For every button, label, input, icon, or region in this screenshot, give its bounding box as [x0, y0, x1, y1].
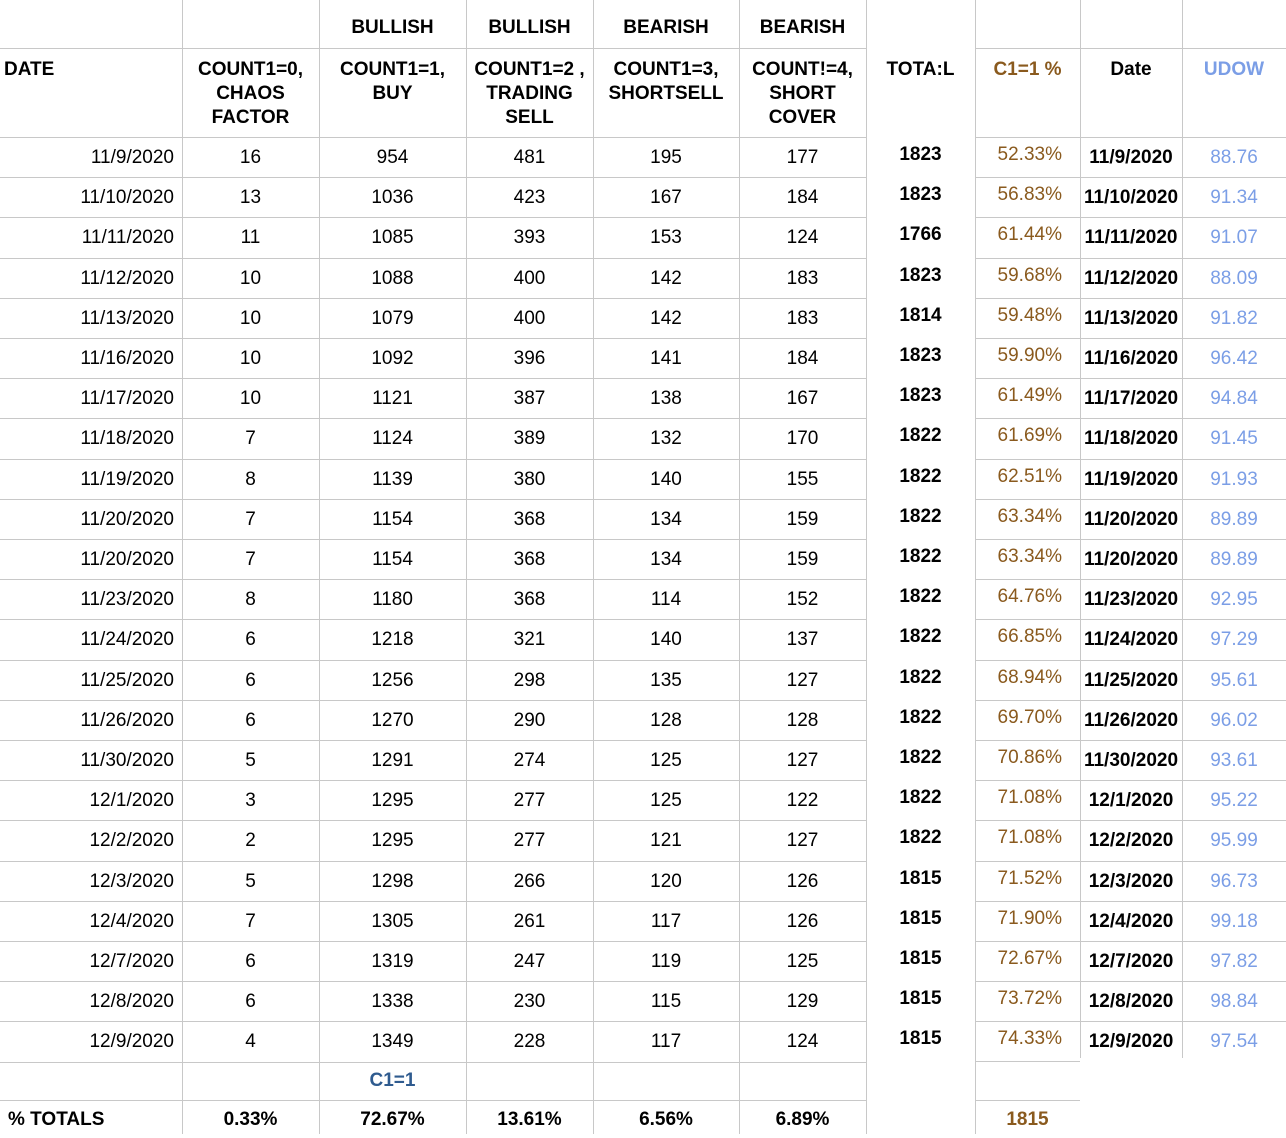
header-count1: COUNT1=1, BUY [339, 59, 446, 104]
cell-count0: 6 [245, 709, 256, 731]
cell-total: 1822 [899, 505, 942, 527]
cell-count1: 1305 [371, 910, 414, 932]
cell-c1-percent: 71.08% [997, 787, 1062, 809]
cell-date-2: 11/17/2020 [1083, 388, 1179, 410]
grid-hline [0, 1100, 866, 1101]
cell-count3: 119 [650, 951, 682, 972]
cell-count2: 481 [513, 147, 546, 168]
cell-date-2: 11/30/2020 [1083, 750, 1179, 771]
cell-udow: 93.61 [1210, 750, 1258, 771]
cell-count4: 127 [786, 830, 819, 852]
cell-udow: 88.76 [1210, 147, 1258, 168]
cell-date: 11/13/2020 [80, 307, 174, 329]
cell-date: 11/12/2020 [80, 267, 174, 289]
totals-count0: 0.33% [223, 1109, 278, 1130]
cell-count0: 6 [245, 629, 256, 651]
cell-count2: 261 [513, 910, 546, 932]
cell-udow: 91.93 [1210, 468, 1258, 490]
cell-date: 11/30/2020 [80, 750, 174, 771]
cell-total: 1815 [899, 907, 942, 929]
cell-count3: 115 [650, 991, 682, 1013]
cell-total: 1823 [899, 184, 942, 206]
header-count4: COUNT!=4, SHORT COVER [752, 59, 853, 128]
cell-count3: 114 [650, 589, 682, 611]
cell-count2: 393 [513, 227, 546, 249]
cell-count2: 247 [513, 951, 546, 972]
cell-c1-percent: 71.08% [997, 827, 1062, 849]
cell-count0: 6 [245, 669, 256, 691]
cell-count4: 124 [786, 227, 819, 249]
cell-date-2: 12/1/2020 [1088, 790, 1174, 812]
cell-c1-percent: 68.94% [997, 666, 1062, 688]
cell-total: 1822 [899, 465, 942, 487]
cell-count2: 230 [513, 991, 546, 1013]
cell-udow: 92.95 [1210, 589, 1258, 611]
cell-count1: 1349 [371, 1031, 414, 1053]
cell-count1: 1338 [371, 991, 414, 1013]
totals-total: 1815 [1006, 1109, 1049, 1130]
cell-total: 1815 [899, 988, 942, 1010]
cell-c1-percent: 61.49% [997, 385, 1062, 407]
cell-count0: 8 [245, 468, 256, 490]
cell-count4: 155 [786, 468, 819, 490]
cell-udow: 91.45 [1210, 428, 1258, 450]
grid-hline [0, 48, 866, 49]
cell-total: 1815 [899, 948, 942, 969]
cell-count1: 1139 [372, 468, 413, 490]
cell-count4: 127 [786, 750, 819, 771]
cell-count4: 183 [786, 267, 819, 289]
cell-count4: 183 [786, 307, 819, 329]
cell-c1-percent: 69.70% [997, 706, 1062, 728]
cell-date: 12/1/2020 [89, 790, 174, 812]
cell-total: 1822 [899, 747, 942, 768]
cell-count1: 1124 [372, 428, 413, 450]
cell-total: 1822 [899, 787, 942, 809]
cell-date-2: 11/11/2020 [1084, 227, 1178, 249]
cell-count4: 122 [786, 790, 819, 812]
cell-total: 1823 [899, 385, 942, 407]
cell-count3: 142 [650, 307, 682, 329]
cell-count0: 5 [245, 870, 256, 892]
cell-count0: 16 [239, 147, 262, 168]
cell-date: 12/2/2020 [89, 830, 174, 852]
cell-count2: 277 [513, 790, 546, 812]
cell-count1: 1121 [372, 388, 413, 410]
cell-count4: 127 [786, 669, 819, 691]
cell-count0: 10 [239, 388, 262, 410]
cell-date: 11/16/2020 [80, 348, 174, 369]
cell-udow: 95.61 [1210, 669, 1258, 691]
cell-date: 12/3/2020 [89, 870, 174, 892]
cell-count3: 140 [650, 468, 682, 490]
cell-count3: 153 [650, 227, 682, 249]
cell-date: 11/18/2020 [80, 428, 174, 450]
cell-count0: 11 [240, 227, 261, 249]
cell-date-2: 11/12/2020 [1083, 267, 1179, 289]
cell-count3: 125 [650, 790, 682, 812]
cell-date: 11/24/2020 [80, 629, 174, 651]
cell-count3: 142 [650, 267, 682, 289]
cell-c1-percent: 72.67% [997, 948, 1062, 969]
cell-count3: 195 [650, 147, 682, 168]
cell-count0: 2 [245, 830, 256, 852]
cell-count4: 184 [786, 348, 819, 369]
cell-count1: 1319 [371, 951, 414, 972]
cell-count0: 6 [245, 951, 256, 972]
cell-count2: 368 [513, 589, 546, 611]
cell-count1: 1295 [371, 790, 414, 812]
cell-c1-percent: 59.90% [997, 345, 1062, 366]
cell-count2: 387 [513, 388, 546, 410]
cell-udow: 95.99 [1210, 830, 1258, 852]
cell-c1-percent: 52.33% [997, 144, 1062, 165]
cell-count1: 1291 [371, 750, 414, 771]
cell-count0: 13 [239, 187, 262, 209]
cell-count4: 159 [786, 508, 819, 530]
cell-count2: 423 [513, 187, 546, 209]
header-date: DATE [4, 59, 55, 80]
cell-date-2: 12/3/2020 [1088, 870, 1174, 892]
cell-count1: 954 [376, 147, 409, 168]
cell-total: 1814 [899, 304, 942, 326]
cell-udow: 95.22 [1210, 790, 1258, 812]
cell-c1-percent: 66.85% [997, 626, 1062, 648]
totals-count1: 72.67% [360, 1109, 425, 1130]
cell-count2: 400 [513, 267, 546, 289]
cell-count1: 1295 [371, 830, 414, 852]
cell-count3: 134 [650, 549, 682, 570]
cell-date: 11/9/2020 [90, 147, 174, 168]
cell-count0: 10 [239, 348, 262, 369]
group-header-bearish: BEARISH [759, 17, 846, 38]
cell-count1: 1036 [371, 187, 414, 209]
cell-count4: 125 [786, 951, 819, 972]
cell-udow: 96.42 [1210, 348, 1258, 369]
cell-c1-percent: 71.52% [997, 867, 1062, 889]
cell-count3: 135 [650, 669, 682, 691]
cell-count2: 368 [513, 549, 546, 570]
cell-count2: 274 [513, 750, 546, 771]
group-header-bearish: BEARISH [623, 17, 709, 38]
cell-udow: 91.82 [1210, 307, 1258, 329]
cell-c1-percent: 71.90% [997, 907, 1062, 929]
cell-count1: 1085 [371, 227, 414, 249]
cell-date-2: 11/25/2020 [1083, 669, 1179, 691]
cell-total: 1823 [899, 345, 942, 366]
cell-date: 11/25/2020 [80, 669, 174, 691]
cell-total: 1822 [899, 827, 942, 849]
cell-udow: 89.89 [1210, 508, 1258, 530]
cell-date-2: 11/10/2020 [1083, 187, 1179, 209]
cell-udow: 98.84 [1210, 991, 1258, 1013]
cell-count2: 298 [513, 669, 546, 691]
cell-count0: 10 [239, 307, 262, 329]
cell-date-2: 11/26/2020 [1083, 709, 1179, 731]
cell-count1: 1079 [371, 307, 414, 329]
cell-date: 11/20/2020 [80, 508, 174, 530]
cell-count1: 1218 [371, 629, 414, 651]
cell-count4: 184 [786, 187, 819, 209]
cell-count0: 10 [239, 267, 262, 289]
cell-total: 1822 [899, 425, 942, 447]
cell-count4: 126 [786, 870, 819, 892]
cell-total: 1766 [899, 224, 942, 246]
cell-count3: 132 [650, 428, 682, 450]
cell-count0: 6 [245, 991, 256, 1013]
cell-count0: 8 [245, 589, 256, 611]
cell-c1-percent: 74.33% [997, 1028, 1062, 1050]
totals-count4: 6.89% [775, 1109, 830, 1130]
cell-count3: 125 [650, 750, 682, 771]
cell-count4: 159 [786, 549, 819, 570]
cell-c1-percent: 61.69% [997, 425, 1062, 447]
cell-date: 12/9/2020 [89, 1031, 174, 1053]
cell-udow: 96.73 [1210, 870, 1258, 892]
cell-count0: 7 [245, 428, 256, 450]
cell-date: 11/26/2020 [80, 709, 174, 731]
cell-count0: 3 [245, 790, 256, 812]
cell-date: 11/17/2020 [80, 388, 174, 410]
cell-udow: 99.18 [1210, 910, 1258, 932]
cell-udow: 91.07 [1210, 227, 1258, 249]
cell-date-2: 11/9/2020 [1089, 147, 1173, 168]
cell-count2: 380 [513, 468, 546, 490]
cell-count3: 134 [650, 508, 682, 530]
cell-c1-percent: 62.51% [997, 465, 1062, 487]
header-udow: UDOW [1203, 59, 1265, 80]
header-total: TOTA:L [886, 59, 955, 80]
cell-count2: 400 [513, 307, 546, 329]
cell-total: 1822 [899, 546, 942, 567]
cell-count4: 152 [786, 589, 819, 611]
cell-c1-percent: 63.34% [997, 505, 1062, 527]
cell-total: 1822 [899, 626, 942, 648]
grid-hline [975, 1100, 1080, 1101]
cell-total: 1822 [899, 706, 942, 728]
cell-count2: 368 [513, 508, 546, 530]
cell-count1: 1298 [371, 870, 414, 892]
cell-total: 1815 [899, 867, 942, 889]
cell-date: 11/20/2020 [80, 549, 174, 570]
cell-c1-percent: 70.86% [997, 747, 1062, 768]
cell-total: 1823 [899, 144, 942, 165]
cell-count3: 117 [650, 910, 682, 932]
cell-count4: 126 [786, 910, 819, 932]
cell-count1: 1154 [372, 549, 413, 570]
cell-date: 12/8/2020 [89, 991, 174, 1013]
cell-count1: 1088 [371, 267, 414, 289]
cell-total: 1823 [899, 264, 942, 286]
totals-label: % TOTALS [8, 1109, 105, 1130]
cell-c1-percent: 64.76% [997, 586, 1062, 608]
cell-udow: 97.54 [1210, 1031, 1258, 1053]
cell-date: 11/10/2020 [80, 187, 174, 209]
cell-date-2: 12/9/2020 [1088, 1031, 1174, 1053]
cell-date: 11/11/2020 [81, 227, 174, 249]
cell-count1: 1270 [371, 709, 414, 731]
cell-count3: 141 [650, 348, 682, 369]
cell-date-2: 12/2/2020 [1088, 830, 1174, 852]
cell-total: 1822 [899, 666, 942, 688]
cell-date-2: 12/8/2020 [1088, 991, 1174, 1013]
group-header-bullish: BULLISH [488, 17, 571, 38]
cell-count3: 120 [650, 870, 682, 892]
totals-count2: 13.61% [497, 1109, 562, 1130]
header-date-2: Date [1110, 59, 1152, 80]
cell-date: 12/4/2020 [89, 910, 174, 932]
cell-count3: 128 [650, 709, 682, 731]
cell-c1-percent: 63.34% [997, 546, 1062, 567]
cell-count2: 396 [513, 348, 546, 369]
cell-date-2: 12/7/2020 [1088, 951, 1174, 972]
cell-date-2: 11/24/2020 [1083, 629, 1179, 651]
cell-udow: 97.29 [1210, 629, 1258, 651]
cell-c1-percent: 61.44% [997, 224, 1062, 246]
cell-count2: 228 [513, 1031, 546, 1053]
cell-count2: 277 [513, 830, 546, 852]
cell-count2: 321 [513, 629, 546, 651]
cell-date-2: 11/16/2020 [1083, 348, 1179, 369]
cell-date: 12/7/2020 [89, 951, 174, 972]
cell-total: 1822 [899, 586, 942, 608]
totals-count3: 6.56% [639, 1109, 693, 1130]
cell-date-2: 11/13/2020 [1083, 307, 1179, 329]
cell-udow: 88.09 [1210, 267, 1258, 289]
cell-udow: 89.89 [1210, 549, 1258, 570]
cell-total: 1815 [899, 1028, 942, 1050]
cell-count3: 117 [650, 1031, 682, 1053]
header-count3: COUNT1=3, SHORTSELL [608, 59, 724, 104]
cell-count0: 5 [245, 750, 256, 771]
cell-count3: 167 [650, 187, 682, 209]
cell-date-2: 12/4/2020 [1088, 910, 1174, 932]
cell-c1-percent: 73.72% [997, 988, 1062, 1010]
c1-label: C1=1 [369, 1069, 416, 1091]
cell-date: 11/23/2020 [80, 589, 174, 611]
cell-count0: 7 [245, 508, 256, 530]
cell-count4: 137 [786, 629, 819, 651]
cell-count4: 129 [786, 991, 819, 1013]
cell-udow: 91.34 [1210, 187, 1258, 209]
cell-date-2: 11/20/2020 [1083, 549, 1179, 570]
cell-date-2: 11/23/2020 [1083, 589, 1179, 611]
cell-count3: 121 [650, 830, 682, 852]
cell-count4: 177 [786, 147, 819, 168]
group-header-bullish: BULLISH [351, 17, 434, 38]
cell-date-2: 11/18/2020 [1083, 428, 1179, 450]
cell-date: 11/19/2020 [80, 468, 174, 490]
header-count0: COUNT1=0, CHAOS FACTOR [197, 59, 304, 128]
cell-count3: 140 [650, 629, 682, 651]
cell-count4: 124 [786, 1031, 819, 1053]
cell-date-2: 11/20/2020 [1083, 508, 1179, 530]
cell-count0: 7 [245, 910, 256, 932]
grid-hline [975, 48, 1286, 49]
cell-count4: 128 [786, 709, 819, 731]
cell-count2: 266 [513, 870, 546, 892]
cell-c1-percent: 56.83% [997, 184, 1062, 206]
cell-count4: 170 [786, 428, 819, 450]
cell-count0: 7 [245, 549, 256, 570]
cell-count1: 1154 [372, 508, 413, 530]
cell-count4: 167 [786, 388, 819, 410]
header-c1-percent: C1=1 % [993, 59, 1062, 80]
cell-date-2: 11/19/2020 [1083, 468, 1179, 490]
cell-count0: 4 [245, 1031, 256, 1053]
cell-count3: 138 [650, 388, 682, 410]
header-count2: COUNT1=2 , TRADING SELL [474, 59, 585, 128]
cell-count1: 1180 [372, 589, 413, 611]
cell-udow: 94.84 [1210, 388, 1258, 410]
cell-c1-percent: 59.68% [997, 264, 1062, 286]
cell-count2: 389 [513, 428, 546, 450]
cell-count1: 1092 [371, 348, 414, 369]
cell-count1: 1256 [371, 669, 414, 691]
cell-udow: 97.82 [1210, 951, 1258, 972]
cell-udow: 96.02 [1210, 709, 1258, 731]
cell-c1-percent: 59.48% [997, 304, 1062, 326]
cell-count2: 290 [513, 709, 546, 731]
